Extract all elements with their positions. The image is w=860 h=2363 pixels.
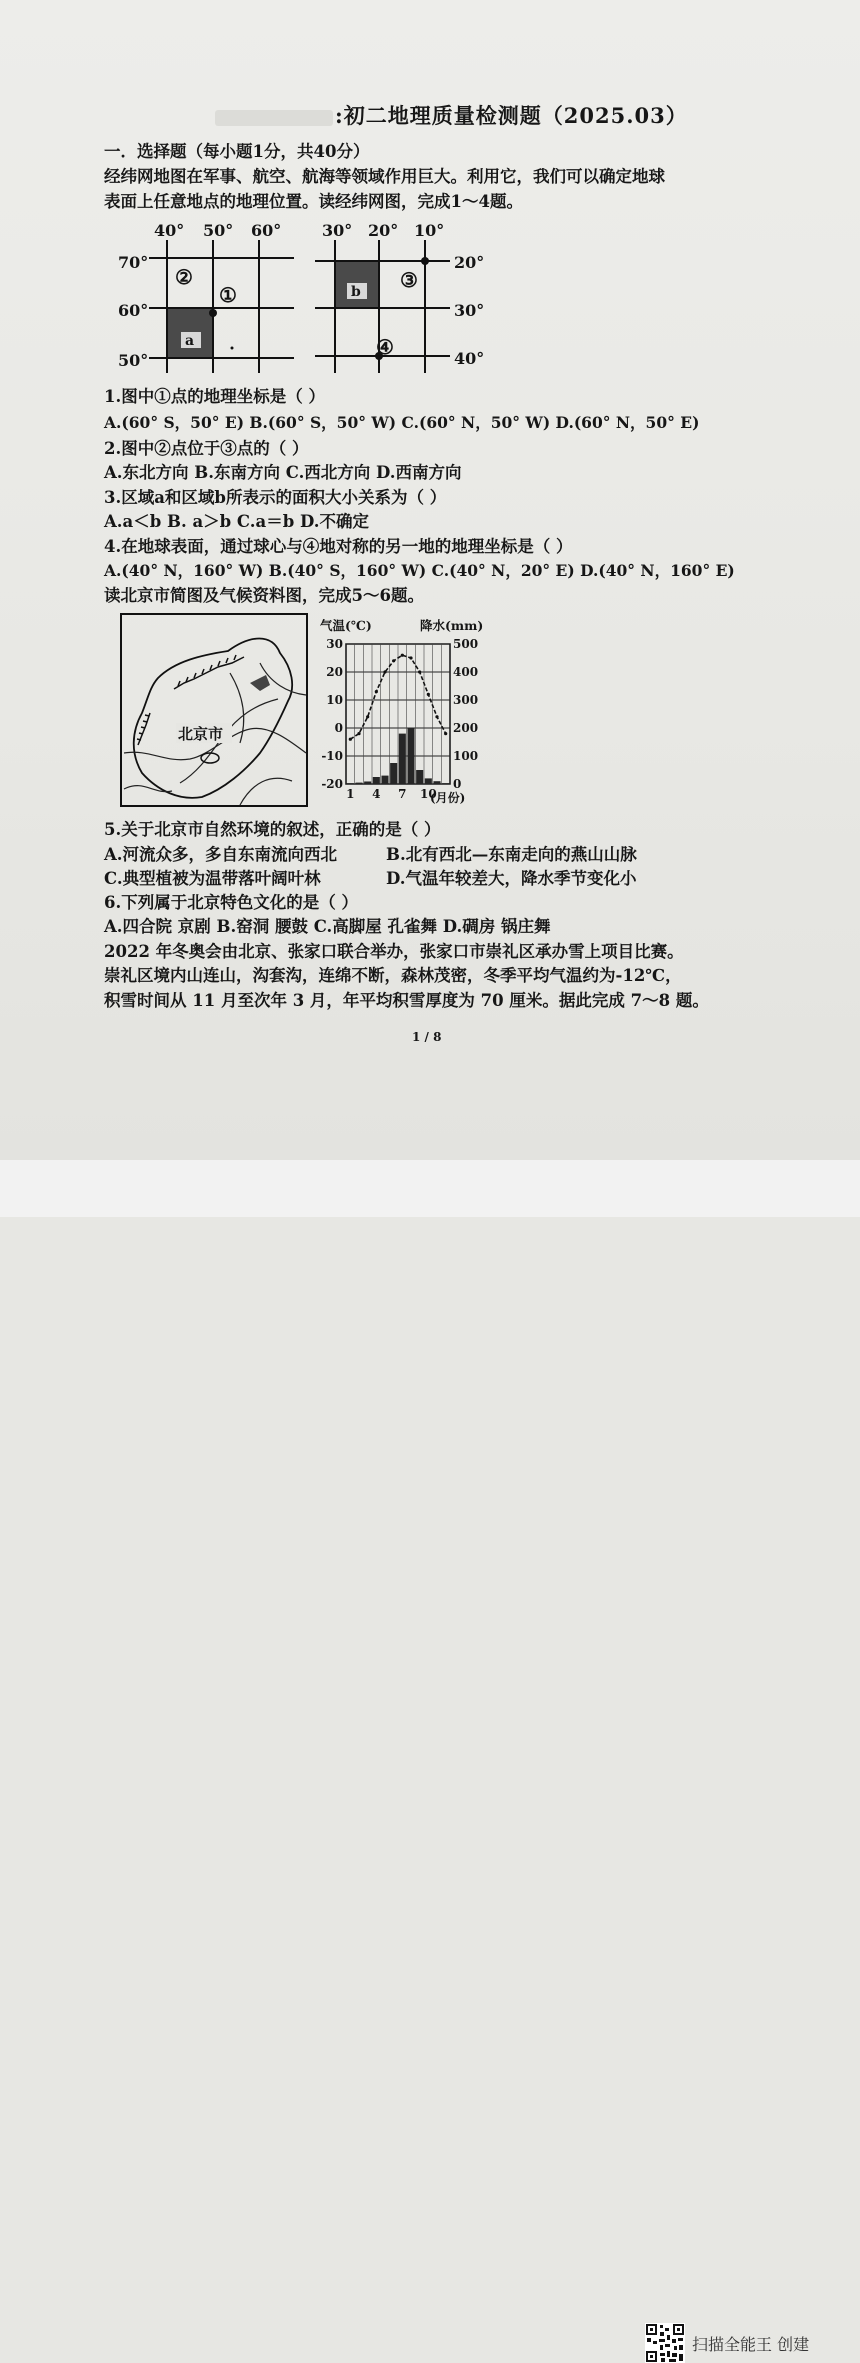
q5-stem: 5.关于北京市自然环境的叙述，正确的是（ ）	[104, 820, 441, 839]
chart-xlabel: (月份)	[430, 791, 466, 805]
qr-code-icon	[645, 2323, 685, 2363]
temp-point	[409, 656, 412, 659]
precip-bar	[399, 734, 406, 784]
city-label: 北京市	[178, 725, 224, 743]
precip-bar	[347, 783, 354, 784]
y-right-tick-label: 100	[453, 749, 479, 763]
y-left-tick-label: 20	[326, 665, 343, 679]
q5-option-d: D.气温年较差大，降水季节变化小	[386, 869, 637, 888]
x-tick-label: 7	[398, 787, 407, 801]
temp-point	[357, 732, 360, 735]
passage-line-3: 积雪时间从 11 月至次年 3 月，年平均积雪厚度为 70 厘米。据此完成 7～8 题。	[104, 991, 709, 1010]
lat-label: 30°	[454, 301, 485, 320]
q6-options: A.四合院 京剧 B.窑洞 腰鼓 C.高脚屋 孔雀舞 D.碉房 锅庄舞	[104, 917, 551, 936]
temp-point	[383, 670, 386, 673]
lat-label: 50°	[118, 351, 149, 370]
q1-stem: 1.图中①点的地理坐标是（ ）	[104, 387, 325, 406]
climate-chart	[316, 618, 486, 810]
intro-line-1: 经纬网地图在军事、航空、航海等领域作用巨大。利用它，我们可以确定地球	[104, 167, 665, 186]
precip-bar	[407, 728, 414, 784]
chart-ylabel-left: 气温(℃)	[320, 618, 372, 633]
y-right-tick-label: 500	[453, 637, 479, 651]
grid-right-diagram	[310, 218, 510, 378]
region-b-label: b	[351, 284, 361, 300]
x-tick-label: 4	[372, 787, 381, 801]
point-2-label: ②	[175, 265, 193, 289]
q1-options: A.(60° S，50° E) B.(60° S，50° W) C.(60° N，50° W) D.(60° N，50° E)	[104, 413, 700, 432]
temp-point	[392, 659, 395, 662]
passage-line-1: 2022 年冬奥会由北京、张家口联合举办，张家口市崇礼区承办雪上项目比赛。	[104, 942, 684, 961]
exam-title	[215, 100, 688, 130]
q6-stem: 6.下列属于北京特色文化的是（ ）	[104, 893, 358, 912]
x-tick-label: 1	[346, 787, 355, 801]
region-a-label: a	[185, 333, 195, 349]
temp-point	[427, 693, 430, 696]
point-1-dot	[209, 309, 217, 317]
q5-option-c: C.典型植被为温带落叶阔叶林	[104, 869, 321, 888]
lon-label: 30°	[322, 221, 353, 240]
x-tick-label: 10	[419, 787, 437, 801]
precip-bar	[416, 770, 423, 784]
temp-point	[444, 732, 447, 735]
q4-options: A.(40° N，160° W) B.(40° S，160° W) C.(40° N，20° E) D.(40° N，160° E)	[104, 561, 735, 580]
precip-bar	[442, 783, 449, 784]
lat-label: 20°	[454, 253, 485, 272]
y-left-tick-label: -10	[321, 749, 343, 763]
q2-stem: 2.图中②点位于③点的（ ）	[104, 439, 309, 458]
lat-label: 60°	[118, 301, 149, 320]
y-left-tick-label: 30	[326, 637, 343, 651]
precip-bar	[425, 778, 432, 784]
title-text: :初二地理质量检测题（2025.03）	[335, 103, 688, 128]
scanner-brand: 扫描全能王 创建	[692, 2335, 810, 2354]
precip-bar	[433, 781, 440, 784]
chart-ylabel-right: 降水(mm)	[420, 618, 484, 633]
temp-point	[401, 654, 404, 657]
section-heading: 一．选择题（每小题1分，共40分）	[104, 142, 370, 161]
lon-label: 40°	[154, 221, 185, 240]
point-1-label: ①	[219, 283, 237, 307]
point-3-dot	[421, 257, 429, 265]
lon-label: 60°	[251, 221, 282, 240]
precip-bar	[381, 776, 388, 784]
exam-page	[0, 0, 860, 1160]
page-number: 1 / 8	[412, 1030, 442, 1044]
lon-label: 10°	[414, 221, 445, 240]
precip-bar	[355, 783, 362, 784]
precip-bar	[390, 763, 397, 784]
lon-label: 50°	[203, 221, 234, 240]
point-3-label: ③	[400, 268, 418, 292]
y-left-tick-label: 10	[326, 693, 343, 707]
redacted-school-name	[215, 110, 333, 126]
point-4-label: ④	[376, 335, 394, 359]
y-right-tick-label: 300	[453, 693, 479, 707]
temp-point	[366, 715, 369, 718]
q2-options: A.东北方向 B.东南方向 C.西北方向 D.西南方向	[104, 463, 462, 482]
q5-option-a: A.河流众多，多自东南流向西北	[104, 845, 338, 864]
lon-label: 20°	[368, 221, 399, 240]
intro-line-2: 表面上任意地点的地理位置。读经纬网图，完成1～4题。	[104, 192, 523, 211]
y-right-tick-label: 0	[453, 777, 462, 791]
precip-bar	[364, 781, 371, 784]
temp-point	[375, 690, 378, 693]
lat-label: 40°	[454, 349, 485, 368]
temp-point	[435, 715, 438, 718]
temp-point	[418, 670, 421, 673]
lat-label: 70°	[118, 253, 149, 272]
q4-stem: 4.在地球表面，通过球心与④地对称的另一地的地理坐标是（ ）	[104, 537, 573, 556]
y-right-tick-label: 400	[453, 665, 479, 679]
y-right-tick-label: 200	[453, 721, 479, 735]
precip-bar	[373, 777, 380, 784]
beijing-map	[120, 613, 310, 809]
intro2-line: 读北京市简图及气候资料图，完成5～6题。	[104, 586, 424, 605]
y-left-tick-label: 0	[334, 721, 343, 735]
y-left-tick-label: -20	[321, 777, 343, 791]
q3-options: A.a＜b B. a＞b C.a＝b D.不确定	[104, 512, 369, 531]
passage-line-2: 崇礼区境内山连山，沟套沟，连绵不断，森林茂密，冬季平均气温约为-12℃，	[104, 966, 682, 985]
temp-point	[349, 738, 352, 741]
q5-option-b: B.北有西北—东南走向的燕山山脉	[386, 845, 637, 864]
q3-stem: 3.区域a和区域b所表示的面积大小关系为（ ）	[104, 488, 447, 507]
scanner-footer	[0, 1160, 860, 2354]
grid-left-diagram	[104, 218, 304, 378]
